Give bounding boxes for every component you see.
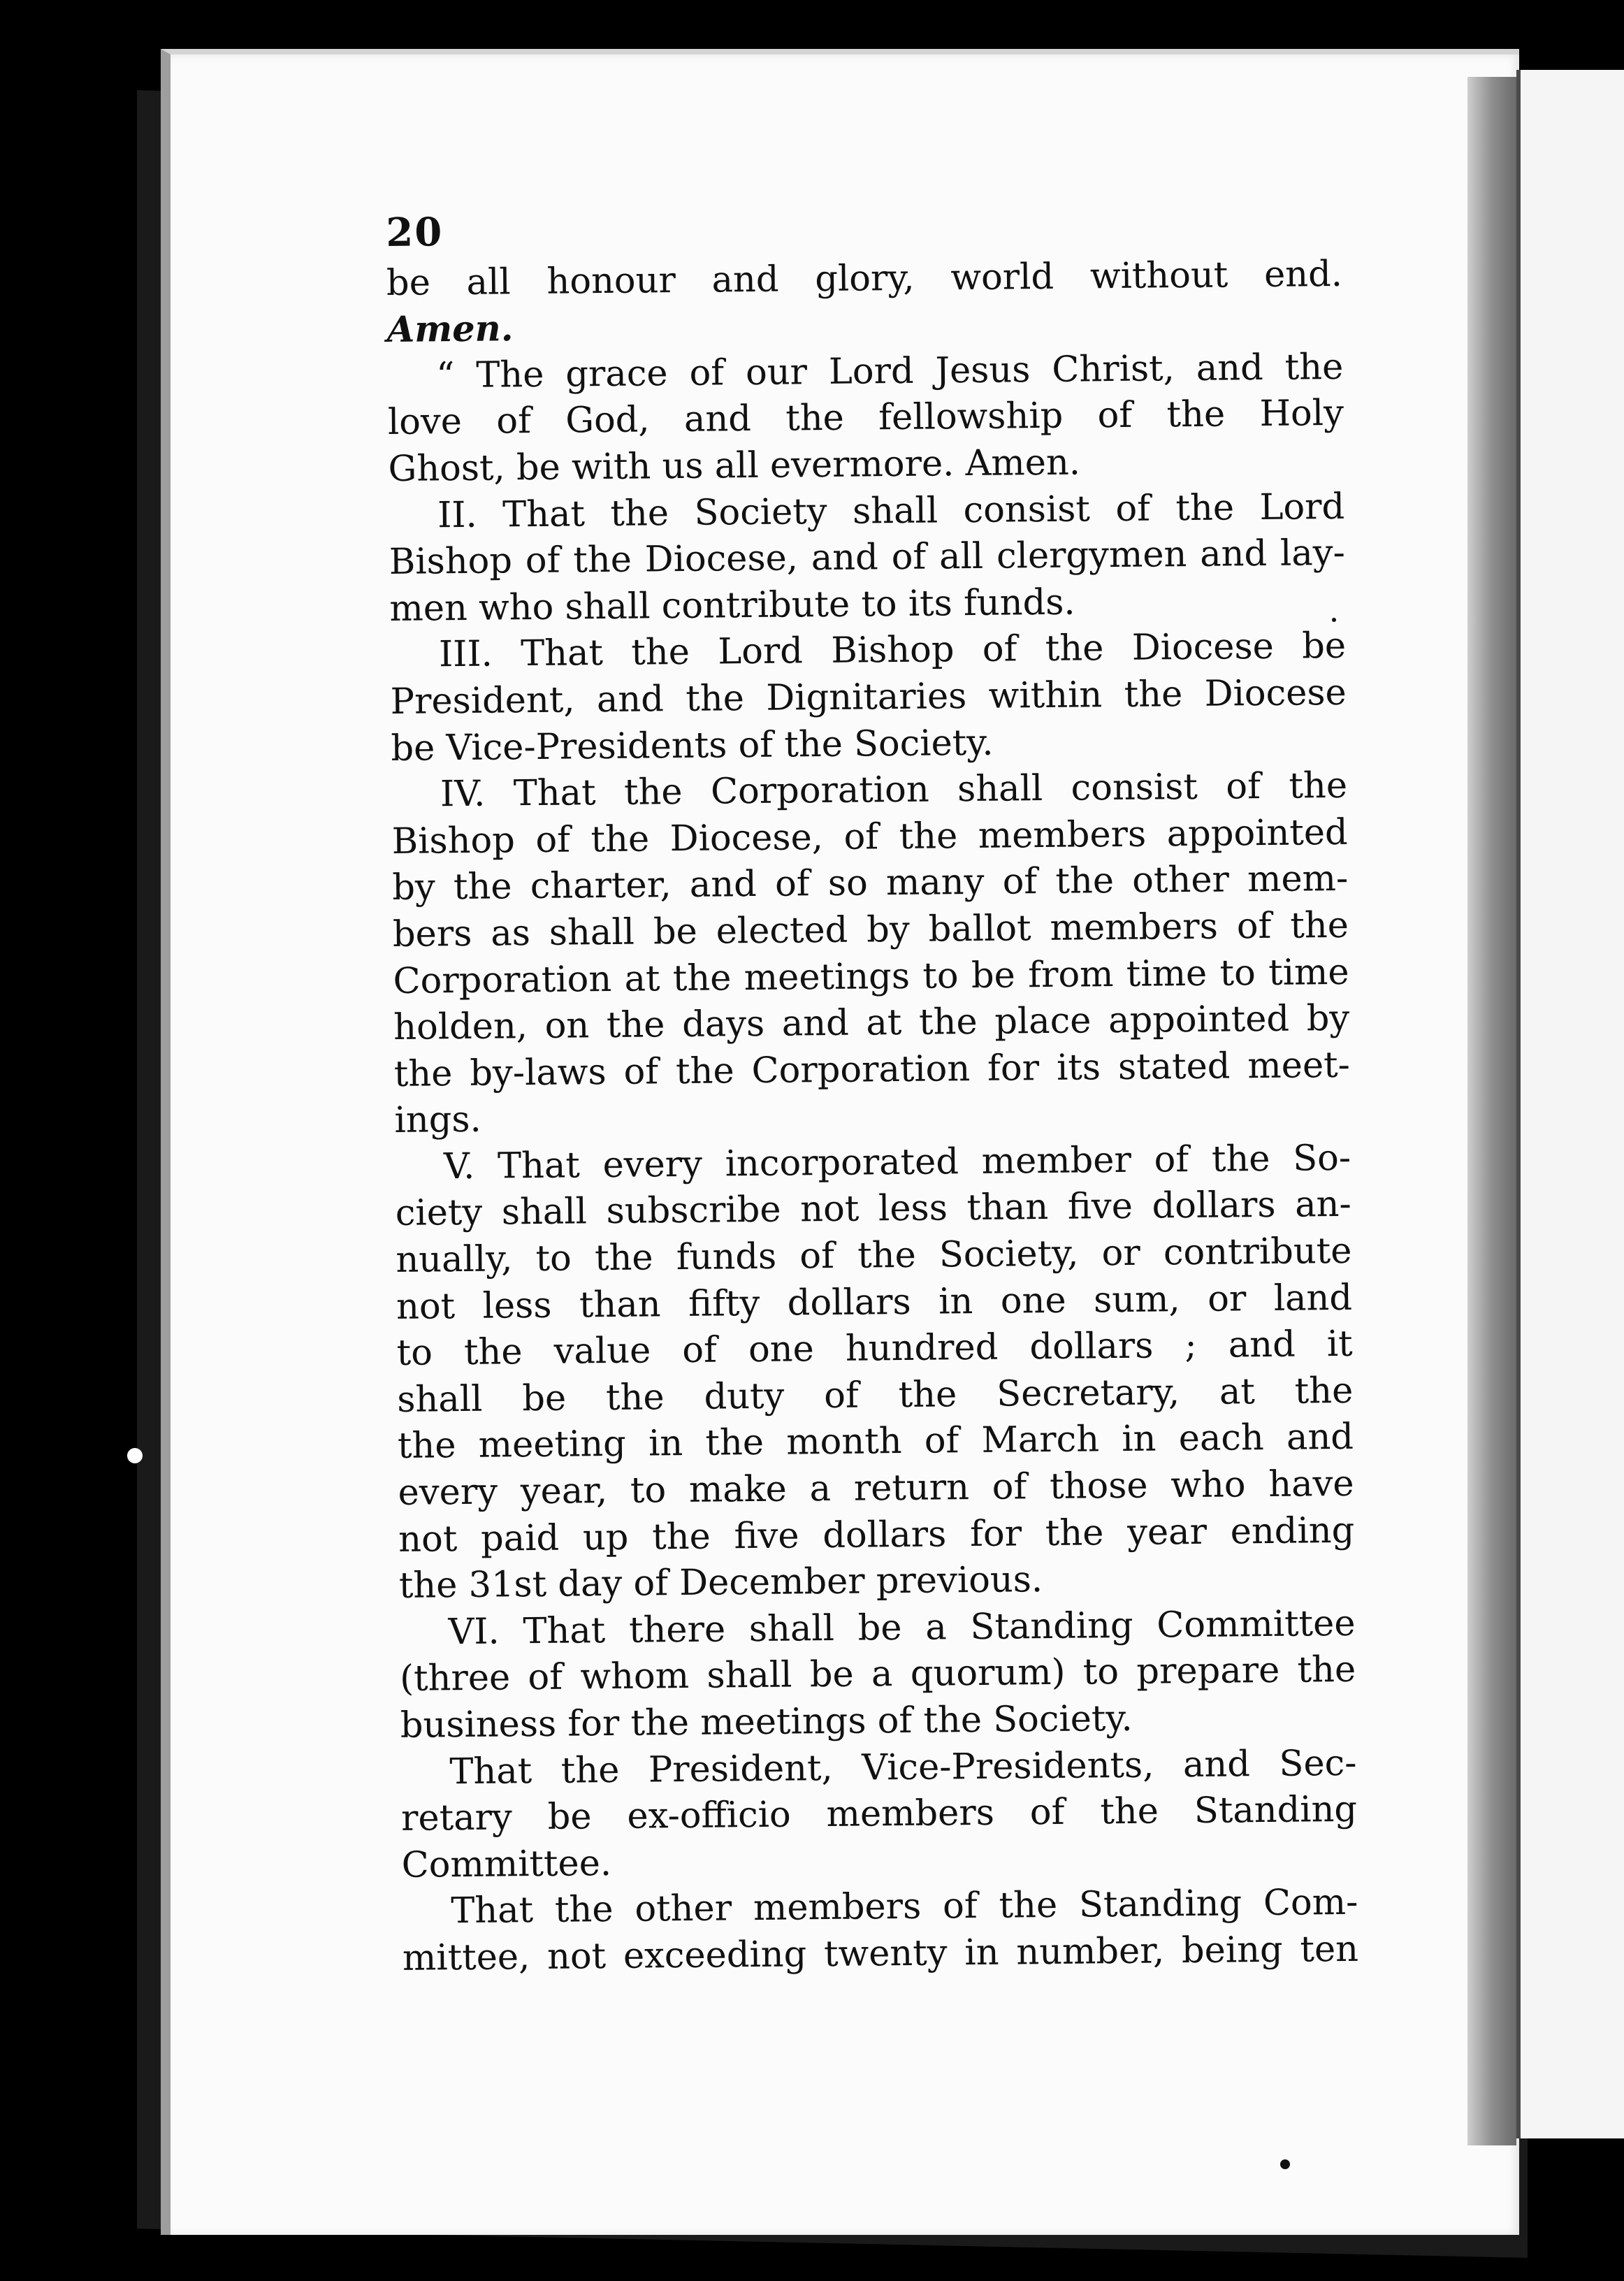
text-line: Bishop of the Diocese, and of all clergymen and lay- <box>389 533 1346 584</box>
text-line: the meeting in the month of March in each and <box>397 1417 1354 1468</box>
page-text <box>386 201 1358 1983</box>
text-line: shall be the duty of the Secretary, at the <box>397 1370 1354 1421</box>
page-number: 20 <box>386 209 444 256</box>
text-line: by the charter, and of so many of the other mem- <box>392 858 1349 909</box>
text-line: bers as shall be elected by ballot members of the <box>392 904 1349 955</box>
text-line: nually, to the funds of the Society, or contribute <box>396 1230 1352 1281</box>
text-line: ings. <box>394 1099 481 1142</box>
text-line: “ The grace of our Lord Jesus Christ, and the <box>436 346 1344 397</box>
text-line: That the other members of the Standing Com- <box>451 1882 1358 1932</box>
text-line: every year, to make a return of those who have <box>398 1463 1354 1514</box>
text-line: be Vice-Presidents of the Society. <box>391 722 994 769</box>
text-line: Amen. <box>386 307 514 352</box>
text-line: IV. That the Corporation shall consist of the <box>440 765 1348 816</box>
book-gutter <box>1467 77 1516 2145</box>
text-line: love of God, and the fellowship of the Holy <box>387 393 1344 444</box>
text-line: not paid up the five dollars for the year ending <box>398 1509 1355 1561</box>
text-line: President, and the Dignitaries within the Diocese <box>390 672 1347 723</box>
text-line: to the value of one hundred dollars ; and it <box>396 1324 1353 1375</box>
text-line: be all honour and glory, world without end. <box>386 253 1343 304</box>
text-line: mittee, not exceeding twenty in number, being ten <box>402 1928 1359 1979</box>
text-line: Committee. <box>401 1842 612 1886</box>
text-line: V. That every incorporated member of the So- <box>443 1137 1351 1188</box>
text-line: VI. That there shall be a Standing Committee <box>448 1602 1356 1653</box>
text-line: business for the meetings of the Society. <box>400 1697 1133 1746</box>
ink-dot <box>1280 2159 1290 2169</box>
facing-page-edge <box>1516 70 1624 2138</box>
text-lines <box>386 251 1359 1982</box>
scan-speck <box>127 1448 143 1463</box>
text-line: holden, on the days and at the place appointed by <box>393 997 1350 1049</box>
text-line: Bishop of the Diocese, of the members appointed <box>391 811 1348 862</box>
text-line: II. That the Society shall consist of the Lord <box>437 486 1345 536</box>
text-line: not less than fifty dollars in one sum, or land <box>396 1277 1353 1328</box>
text-line: the by-laws of the Corporation for its stated meet- <box>393 1044 1351 1095</box>
text-line: Ghost, be with us all evermore. Amen. <box>388 442 1081 490</box>
text-line: III. That the Lord Bishop of the Diocese be <box>438 625 1347 676</box>
text-line: ciety shall subscribe not less than five dollars an- <box>395 1184 1352 1235</box>
text-line: Corporation at the meetings to be from time to time <box>393 951 1349 1002</box>
text-line: men who shall contribute to its funds. <box>389 581 1075 630</box>
text-line: retary be ex-officio members of the Standing <box>400 1788 1358 1840</box>
text-line: the 31st day of December previous. <box>398 1559 1043 1607</box>
facing-page-border <box>1516 70 1521 2138</box>
text-line: (three of whom shall be a quorum) to prepare the <box>399 1649 1356 1700</box>
text-line: That the President, Vice-Presidents, and Sec- <box>449 1742 1357 1793</box>
